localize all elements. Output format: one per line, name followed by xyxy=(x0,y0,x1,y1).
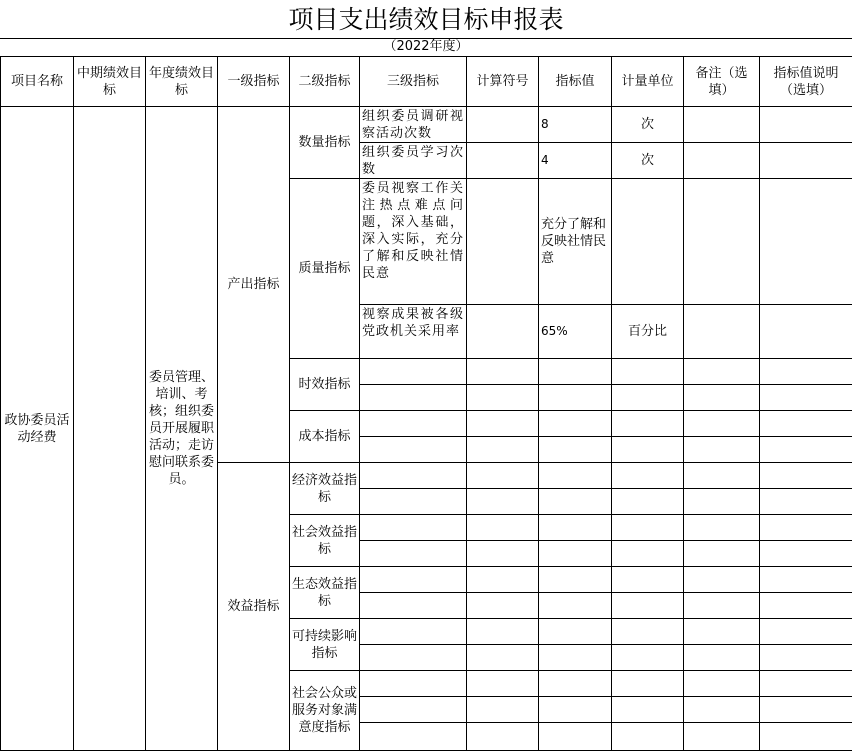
mid-goal-cell xyxy=(74,107,146,751)
value-cell xyxy=(539,437,612,463)
symbol-cell xyxy=(467,515,539,541)
remarks-cell xyxy=(684,411,760,437)
value-cell xyxy=(539,463,612,489)
level3-cell xyxy=(360,723,467,751)
value-cell xyxy=(539,671,612,697)
symbol-cell xyxy=(467,489,539,515)
header-value-desc: 指标值说明（选填） xyxy=(760,57,852,107)
level3-cell xyxy=(360,385,467,411)
level1-benefit: 效益指标 xyxy=(218,463,290,751)
unit-cell xyxy=(612,515,684,541)
value-desc-cell xyxy=(760,671,852,697)
value-desc-cell xyxy=(760,385,852,411)
value-desc-cell xyxy=(760,619,852,645)
unit-cell xyxy=(612,671,684,697)
value-desc-cell xyxy=(760,143,852,179)
remarks-cell xyxy=(684,697,760,723)
unit-cell xyxy=(612,463,684,489)
level3-cell: 委员视察工作关注热点难点问题，深入基础，深入实际，充分了解和反映社情民意 xyxy=(360,179,467,305)
remarks-cell xyxy=(684,385,760,411)
remarks-cell xyxy=(684,723,760,751)
symbol-cell xyxy=(467,463,539,489)
annual-goal-cell: 委员管理、培训、考核；组织委员开展履职活动；走访慰问联系委员。 xyxy=(146,107,218,751)
level2-economic: 经济效益指标 xyxy=(290,463,360,515)
unit-cell xyxy=(612,541,684,567)
value-desc-cell xyxy=(760,567,852,593)
unit-cell xyxy=(612,385,684,411)
level2-quality: 质量指标 xyxy=(290,179,360,359)
symbol-cell xyxy=(467,411,539,437)
unit-cell xyxy=(612,359,684,385)
level3-cell xyxy=(360,515,467,541)
symbol-cell xyxy=(467,385,539,411)
symbol-cell xyxy=(467,723,539,751)
remarks-cell xyxy=(684,143,760,179)
unit-cell xyxy=(612,593,684,619)
value-cell: 4 xyxy=(539,143,612,179)
header-remarks: 备注（选填） xyxy=(684,57,760,107)
unit-cell xyxy=(612,645,684,671)
value-desc-cell xyxy=(760,305,852,359)
level3-cell: 视察成果被各级党政机关采用率 xyxy=(360,305,467,359)
header-indicator-value: 指标值 xyxy=(539,57,612,107)
value-desc-cell xyxy=(760,411,852,437)
value-desc-cell xyxy=(760,723,852,751)
level2-social: 社会效益指标 xyxy=(290,515,360,567)
remarks-cell xyxy=(684,489,760,515)
level3-cell xyxy=(360,463,467,489)
value-desc-cell xyxy=(760,437,852,463)
value-cell xyxy=(539,515,612,541)
header-level2: 二级指标 xyxy=(290,57,360,107)
remarks-cell xyxy=(684,437,760,463)
level3-cell: 组织委员学习次数 xyxy=(360,143,467,179)
level3-cell: 组织委员调研视察活动次数 xyxy=(360,107,467,143)
unit-cell xyxy=(612,567,684,593)
unit-cell: 次 xyxy=(612,143,684,179)
symbol-cell xyxy=(467,179,539,305)
remarks-cell xyxy=(684,515,760,541)
value-cell: 8 xyxy=(539,107,612,143)
remarks-cell xyxy=(684,359,760,385)
level3-cell xyxy=(360,697,467,723)
report-year: （2022年度） xyxy=(383,39,469,54)
performance-table xyxy=(0,56,852,751)
value-cell: 65% xyxy=(539,305,612,359)
page-title: 项目支出绩效目标申报表 xyxy=(288,5,564,34)
level1-output: 产出指标 xyxy=(218,107,290,463)
value-desc-cell xyxy=(760,645,852,671)
project-name-cell: 政协委员活动经费 xyxy=(1,107,74,751)
level3-cell xyxy=(360,645,467,671)
header-level3: 三级指标 xyxy=(360,57,467,107)
value-desc-cell xyxy=(760,359,852,385)
value-desc-cell xyxy=(760,179,852,305)
value-desc-cell xyxy=(760,489,852,515)
header-level1: 一级指标 xyxy=(218,57,290,107)
value-cell xyxy=(539,723,612,751)
unit-cell: 次 xyxy=(612,107,684,143)
level3-cell xyxy=(360,567,467,593)
level3-cell xyxy=(360,411,467,437)
level2-timeliness: 时效指标 xyxy=(290,359,360,411)
unit-cell xyxy=(612,411,684,437)
symbol-cell xyxy=(467,359,539,385)
value-cell xyxy=(539,385,612,411)
header-mid-goal: 中期绩效目标 xyxy=(74,57,146,107)
remarks-cell xyxy=(684,463,760,489)
header-project-name: 项目名称 xyxy=(1,57,74,107)
unit-cell xyxy=(612,697,684,723)
symbol-cell xyxy=(467,541,539,567)
header-unit: 计量单位 xyxy=(612,57,684,107)
level3-cell xyxy=(360,359,467,385)
value-desc-cell xyxy=(760,107,852,143)
symbol-cell xyxy=(467,645,539,671)
header-annual-goal: 年度绩效目标 xyxy=(146,57,218,107)
level3-cell xyxy=(360,541,467,567)
remarks-cell xyxy=(684,671,760,697)
value-cell xyxy=(539,541,612,567)
level2-ecological: 生态效益指标 xyxy=(290,567,360,619)
level3-cell xyxy=(360,593,467,619)
value-cell xyxy=(539,645,612,671)
value-cell xyxy=(539,593,612,619)
unit-cell: 百分比 xyxy=(612,305,684,359)
value-cell xyxy=(539,359,612,385)
symbol-cell xyxy=(467,305,539,359)
symbol-cell xyxy=(467,593,539,619)
unit-cell xyxy=(612,437,684,463)
level2-satisfaction: 社会公众或服务对象满意度指标 xyxy=(290,671,360,751)
symbol-cell xyxy=(467,619,539,645)
level2-sustainable: 可持续影响指标 xyxy=(290,619,360,671)
unit-cell xyxy=(612,489,684,515)
symbol-cell xyxy=(467,567,539,593)
value-cell xyxy=(539,489,612,515)
symbol-cell xyxy=(467,437,539,463)
header-calc-symbol: 计算符号 xyxy=(467,57,539,107)
remarks-cell xyxy=(684,305,760,359)
symbol-cell xyxy=(467,107,539,143)
symbol-cell xyxy=(467,143,539,179)
unit-cell xyxy=(612,723,684,751)
unit-cell xyxy=(612,179,684,305)
remarks-cell xyxy=(684,107,760,143)
value-cell xyxy=(539,567,612,593)
remarks-cell xyxy=(684,645,760,671)
remarks-cell xyxy=(684,541,760,567)
remarks-cell xyxy=(684,179,760,305)
unit-cell xyxy=(612,619,684,645)
value-cell xyxy=(539,411,612,437)
level2-cost: 成本指标 xyxy=(290,411,360,463)
level3-cell xyxy=(360,489,467,515)
remarks-cell xyxy=(684,619,760,645)
value-desc-cell xyxy=(760,697,852,723)
value-desc-cell xyxy=(760,593,852,619)
value-desc-cell xyxy=(760,515,852,541)
symbol-cell xyxy=(467,671,539,697)
value-cell xyxy=(539,697,612,723)
value-cell: 充分了解和反映社情民意 xyxy=(539,179,612,305)
level2-quantity: 数量指标 xyxy=(290,107,360,179)
value-desc-cell xyxy=(760,463,852,489)
level3-cell xyxy=(360,437,467,463)
value-desc-cell xyxy=(760,541,852,567)
remarks-cell xyxy=(684,593,760,619)
remarks-cell xyxy=(684,567,760,593)
level3-cell xyxy=(360,671,467,697)
symbol-cell xyxy=(467,697,539,723)
level3-cell xyxy=(360,619,467,645)
value-cell xyxy=(539,619,612,645)
